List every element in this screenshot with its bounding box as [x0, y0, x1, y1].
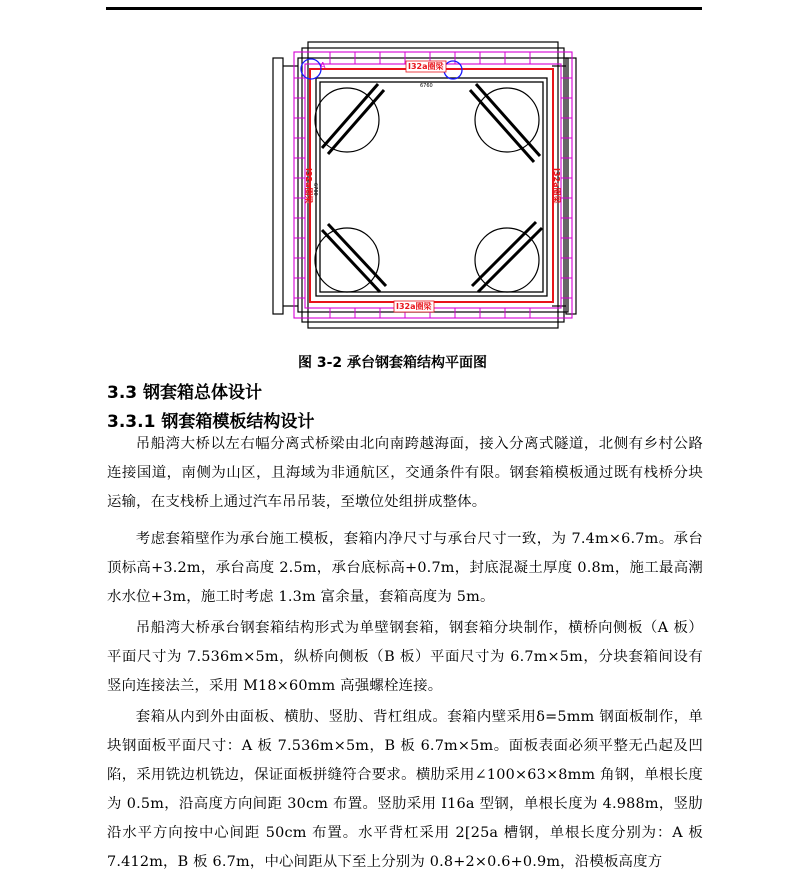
- top-beam-label: I32a圈梁: [408, 62, 444, 71]
- section-title: 3.3 钢套箱总体设计: [107, 383, 263, 403]
- paragraph: 考虑套箱壁作为承台施工模板，套箱内净尺寸与承台尺寸一致，为 7.4m×6.7m。承台顶标高+3.2m，承台高度 2.5m，承台底标高+0.7m，封底混凝土厚度 0.8m，施工最高潮水水位+3m，施工时考虑 1.3m 富余量，套箱高度为 5m。: [107, 531, 703, 605]
- bottom-beam-label: I32a圈梁: [396, 302, 432, 311]
- paragraph: 吊船湾大桥承台钢套箱结构形式为单壁钢套箱，钢套箱分块制作，横桥向侧板（A 板）平面尺寸为 7.536m×5m，纵桥向侧板（B 板）平面尺寸为 6.7m×5m，分块套箱间设有竖向连接法兰，采用 M18×60mm 高强螺栓连接。: [107, 620, 703, 694]
- dimension-left: 6700: [312, 183, 318, 196]
- cofferdam-plan-drawing: [270, 38, 580, 338]
- paragraph: 吊船湾大桥以左右幅分离式桥梁由北向南跨越海面，接入分离式隧道，北侧有乡村公路连接国道，南侧为山区，且海域为非通航区，交通条件有限。钢套箱模板通过既有栈桥分块运输，在支栈桥上通过汽车吊吊装，至墩位处组拼成整体。: [107, 436, 703, 510]
- paragraph: 套箱从内到外由面板、横肋、竖肋、背杠组成。套箱内壁采用δ=5mm 钢面板制作，单块钢面板平面尺寸：A 板 7.536m×5m，B 板 6.7m×5m。面板表面必须平整无凸起及凹陷，采用铣边机铣边，保证面板拼缝符合要求。横肋采用∠100×63×8mm 角钢，单根长度为 0.5m，沿高度方向间距 30cm 布置。竖肋采用 I16a 型钢，单根长度为 4.988m，竖肋沿水平方向按中心间距 50cm 布置。水平背杠采用 2[25a 槽钢，单根长度分别为：A 板 7.412m，B 板 6.7m，中心间距从下至上分别为 0.8+2×0.6+0.9m，沿模板高度方: [107, 709, 703, 870]
- marker-a-label: A: [320, 61, 326, 70]
- cofferdam-plan-figure: [270, 38, 580, 338]
- subsection-title: 3.3.1 钢套箱模板结构设计: [107, 412, 315, 432]
- figure-caption: 图 3-2 承台钢套箱结构平面图: [297, 355, 488, 371]
- right-beam-label: I32a圈梁: [552, 168, 561, 204]
- left-beam-label: I32a圈梁: [304, 168, 313, 204]
- header-rule: [106, 7, 702, 10]
- dimension-top: 6760: [420, 83, 433, 89]
